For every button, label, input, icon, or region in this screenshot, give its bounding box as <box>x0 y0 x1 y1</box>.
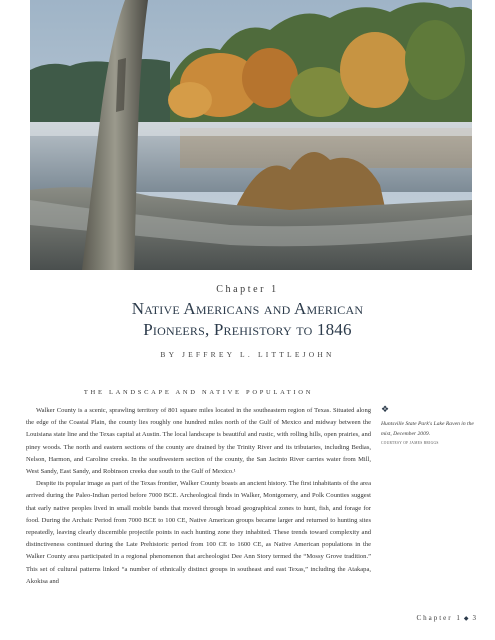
chapter-label: Chapter 1 <box>216 284 279 295</box>
ornament-icon: ❖ <box>381 405 390 415</box>
chapter-title-line-2: Pioneers, Prehistory to 1846 <box>143 320 352 339</box>
footer-chapter-label: Chapter 1 <box>416 614 462 622</box>
lake-raven-photo <box>30 0 472 270</box>
body-text <box>26 405 371 588</box>
author-byline: BY JEFFREY L. LITTLEJOHN <box>160 350 335 359</box>
page-number: 3 <box>472 614 478 622</box>
body-paragraph-2: Despite its popular image as part of the Texas frontier, Walker County boasts an ancient history. The first inhabitants of the area arrived during the Paleo-Indian period before 7000 BCE. Archeological finds in Walker, Montgomery, and Polk Counties suggest that early native peoples lived in small mobile bands that moved through broad geographical zones to hunt, fish, and forage for food. During the Archaic Period from 7000 BCE to 100 CE, Native American groups became larger and returned to hunting sites repeatedly, leaving clearly discernible projectile points in each hunting zone they inhabited. These trends toward complexity and distinctiveness continued during the Late Prehistoric period from 100 CE to 1600 CE, as Native American populations in the Walker County area participated in a regional phenomenon that archeologist Dee Ann Story termed the “Mossy Grove tradition.” This set of cultural patterns linked “a number of ethnically distinct groups in southeast and east Texas,” including the Atakapa, Akokisa and <box>26 480 371 585</box>
page-footer <box>398 614 478 622</box>
chapter-title-line-1: Native Americans and American <box>131 299 364 318</box>
section-heading: THE LANDSCAPE AND NATIVE POPULATION <box>83 389 314 396</box>
diamond-separator-icon: ◆ <box>463 615 471 622</box>
photo-caption: Huntsville State Park's Lake Raven in the mist, December 2009. <box>381 421 474 437</box>
body-paragraph-1: Walker County is a scenic, sprawling territory of 801 square miles located in the southeastern region of Texas. Situated along the edge of the Coastal Plain, the county lies roughly one hundred miles north of the Gulf of Mexico and midway between the Louisiana state line and the Texas capital at Austin. The local landscape is beautiful and rustic, with rolling hills, open prairies, and piney woods. The north and eastern sections of the county are drained by the Trinity River and its tributaries, including Bedias, Nelson, Harmon, and Caroline creeks. In the southwestern section of the county, the San Jacinto River carries water from Mill, West Sandy, East Sandy, and Robinson creeks due south to the Gulf of Mexico.¹ <box>26 407 371 476</box>
photo-caption-block <box>381 405 476 445</box>
chapter-title <box>0 298 495 340</box>
photo-credit: COURTESY OF JAMES BRIGGS <box>381 441 439 445</box>
